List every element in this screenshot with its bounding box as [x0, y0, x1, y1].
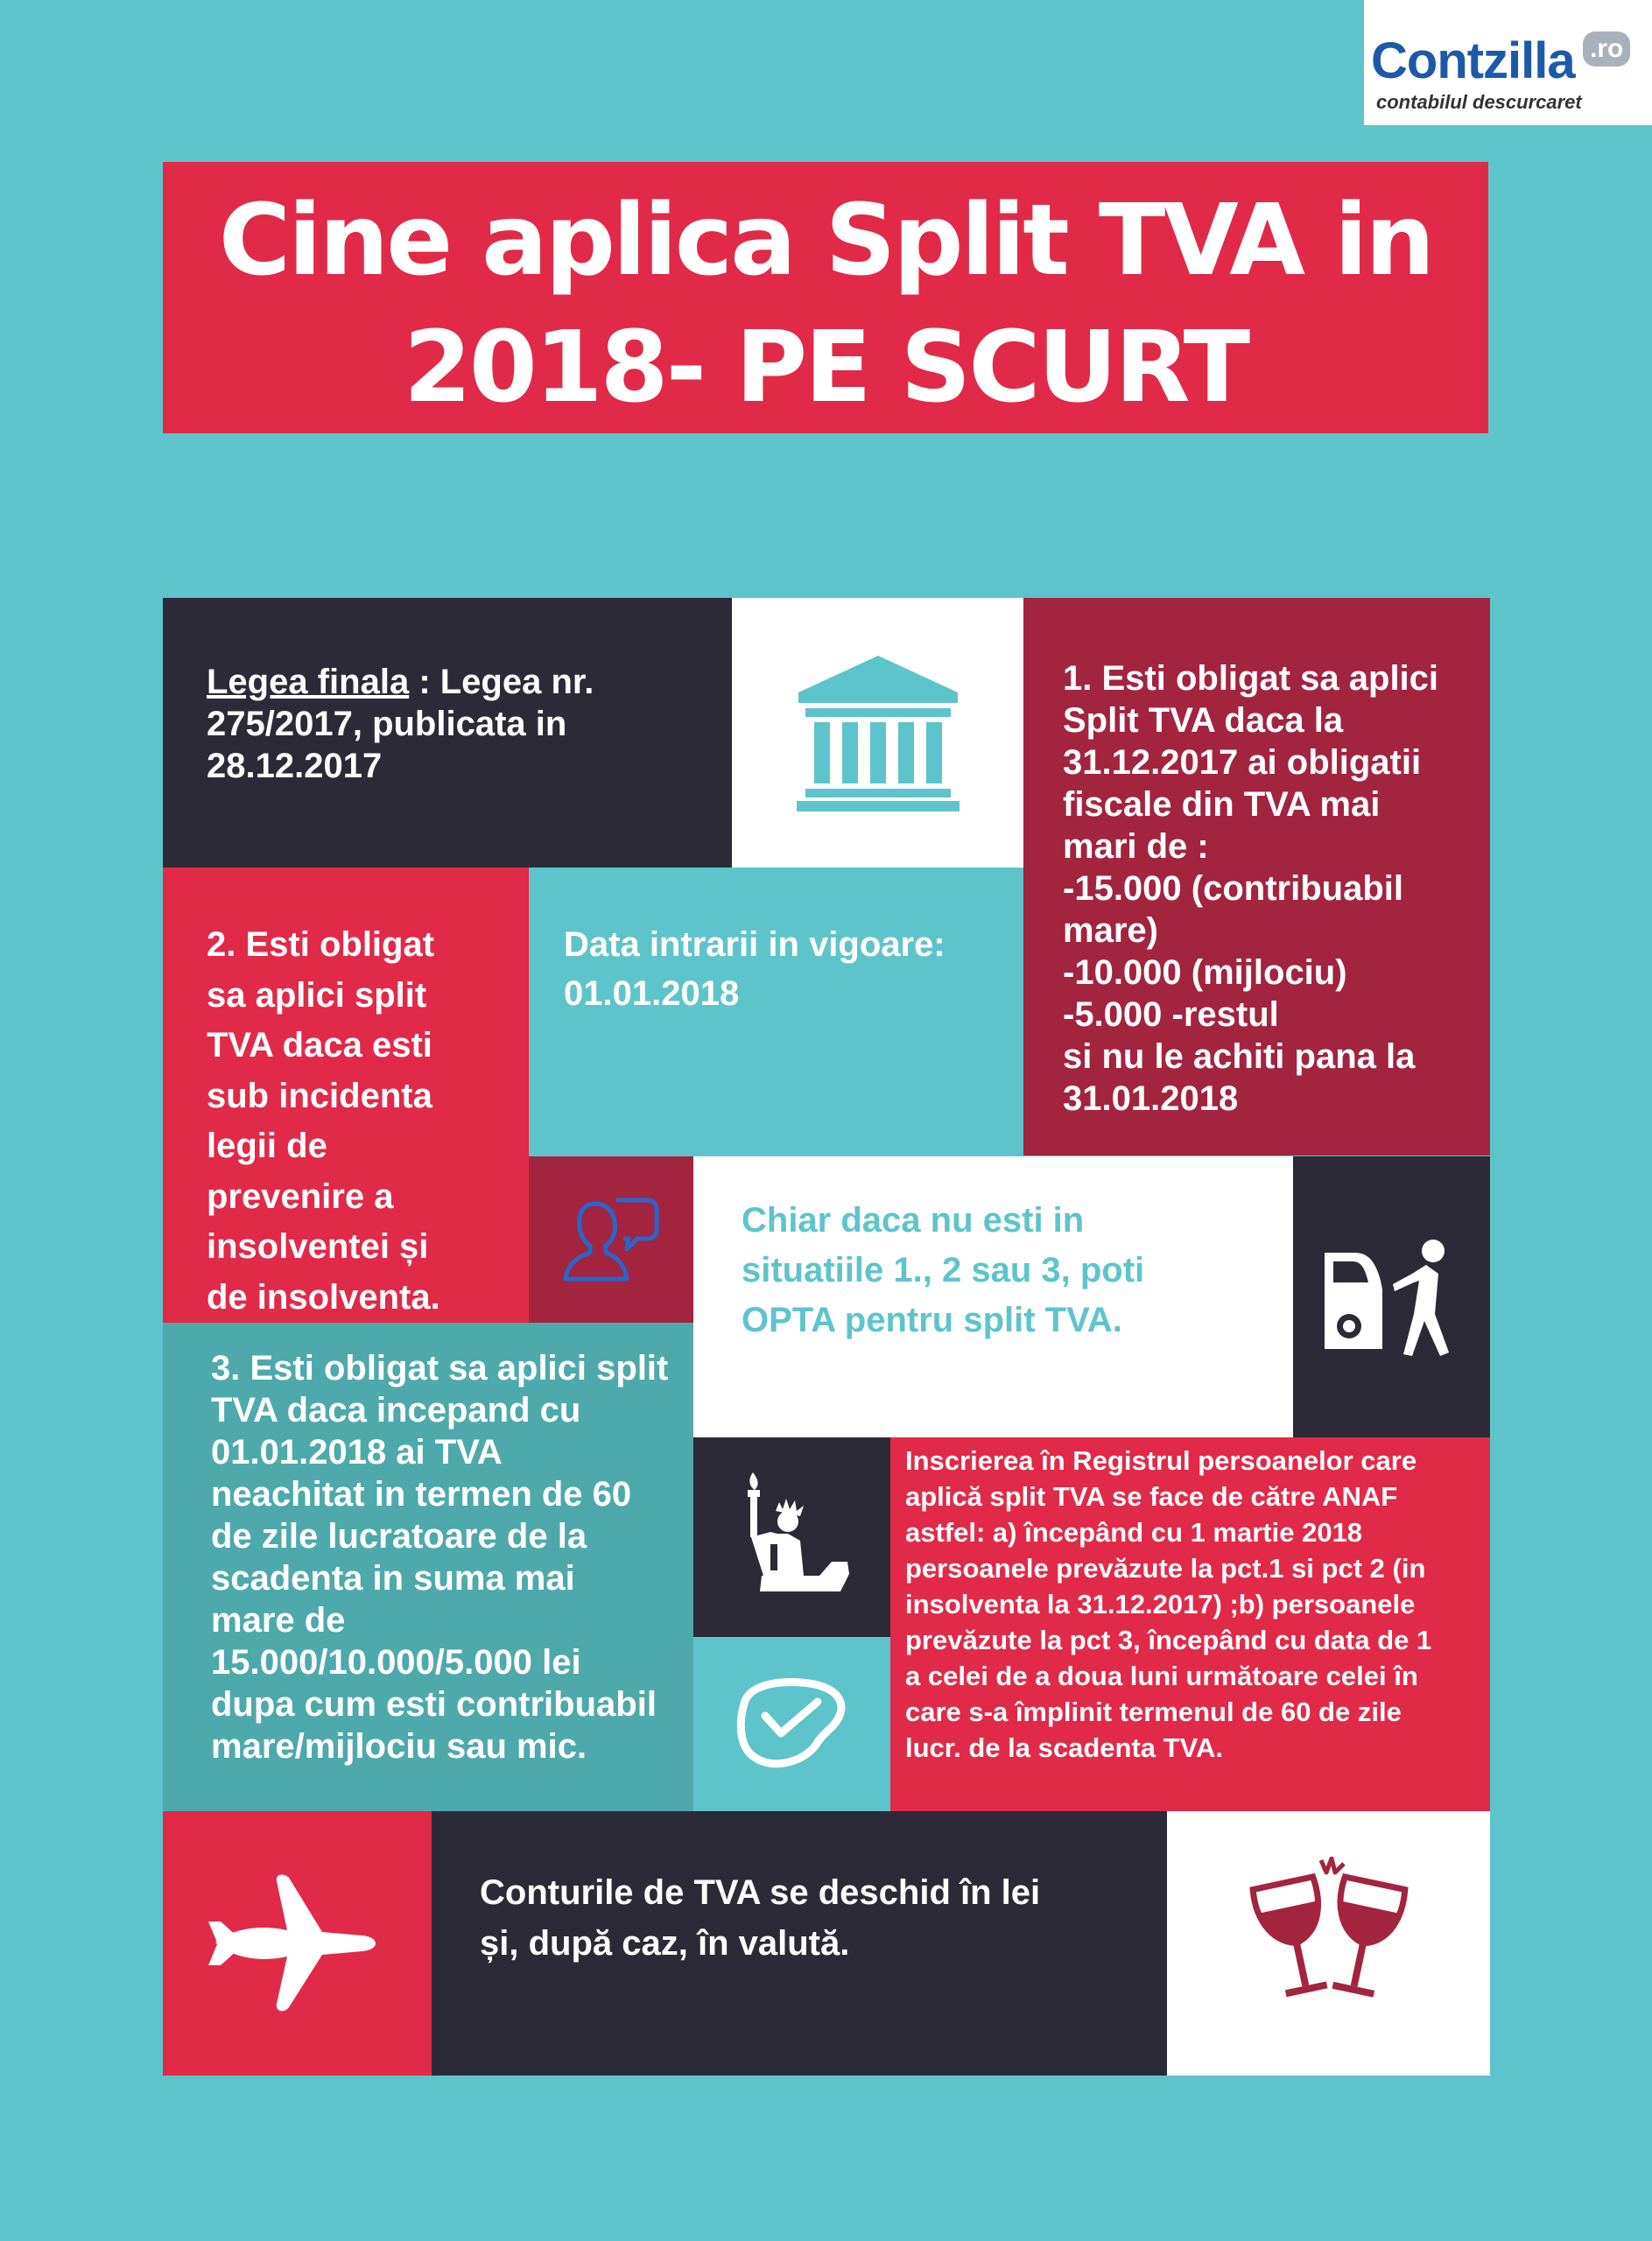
optional-text: Chiar daca nu esti in situatiile 1., 2 sau 3, poti OPTA pentru split TVA.: [742, 1201, 1145, 1339]
wine-panel: [1167, 1811, 1490, 2076]
law-text: [207, 661, 697, 787]
wine-glasses-toast-icon: [1237, 1857, 1421, 2023]
accounts-panel: [432, 1811, 1167, 2076]
liberty-panel: [693, 1437, 890, 1637]
law-label: Legea finala: [207, 663, 410, 701]
airplane-panel: [163, 1811, 432, 2076]
logo-tagline: contabilul descurcaret: [1376, 91, 1582, 113]
airplane-icon: [208, 1869, 383, 2018]
person-pushing-car-icon: [1319, 1235, 1468, 1366]
rule1-panel: [1023, 598, 1490, 1156]
rule1-text: 1. Esti obligat sa aplici Split TVA daca la 31.12.2017 ai obligatii fiscale din TVA mai mari de : -15.000 (contribuabil mare) -10.000 (mijlociu) -5.000 -restul si nu le achiti pana la 31.01.2018: [1063, 659, 1439, 1118]
logo-tld: .ro: [1583, 32, 1630, 67]
rule3-panel: [163, 1323, 693, 1811]
logo-name: Contzilla: [1371, 32, 1575, 89]
steak-panel: [693, 1637, 890, 1811]
accounts-text: Conturile de TVA se deschid în lei și, după caz, în valută.: [480, 1873, 1041, 1963]
steak-icon: [734, 1677, 847, 1774]
chat-panel: [529, 1156, 693, 1323]
law-panel: [163, 598, 732, 868]
registry-text: Inscrierea în Registrul persoanelor care aplică split TVA se face de către ANAF astfel: a) începând cu 1 martie 2018 persoanele prevăzute la pct.1 si pct 2 (in insolventa la 31.12.2017) ;b) persoanele prevăzute la pct 3, începând cu data de 1 a celei de a doua luni următoare celei în care s-a împlinit termenul de 60 de zile lucr. de la scadenta TVA.: [905, 1445, 1432, 1763]
statue-of-liberty-icon: [735, 1471, 858, 1602]
registry-panel: [890, 1437, 1490, 1811]
rule2-text: 2. Esti obligat sa aplici split TVA daca esti sub incidenta legii de prevenire a insolventei și de insolventa.: [207, 925, 440, 1317]
rule2-panel: [163, 868, 529, 1323]
title-line-1: Cine aplica Split TVA in: [218, 184, 1433, 298]
bank-building-icon: [793, 650, 963, 817]
people-chat-icon: [562, 1195, 660, 1286]
effective-date-text: Data intrarii in vigoare: 01.01.2018: [564, 925, 946, 1013]
car-panel: [1293, 1156, 1490, 1437]
bank-panel: [732, 598, 1023, 868]
optional-panel: [693, 1156, 1293, 1437]
title-banner: [163, 162, 1488, 433]
title-line-2: 2018- PE SCURT: [403, 311, 1248, 425]
rule3-text: 3. Esti obligat sa aplici split TVA daca incepand cu 01.01.2018 ai TVA neachitat in termen de 60 de zile lucratoare de la scadenta in suma mai mare de 15.000/10.000/5.000 lei dupa cum esti contribuabil mare/mijlociu sau mic.: [211, 1349, 669, 1766]
effective-date-panel: [529, 868, 1023, 1156]
law-body: : Legea nr. 275/2017, publicata in 28.12.2017: [207, 663, 594, 785]
